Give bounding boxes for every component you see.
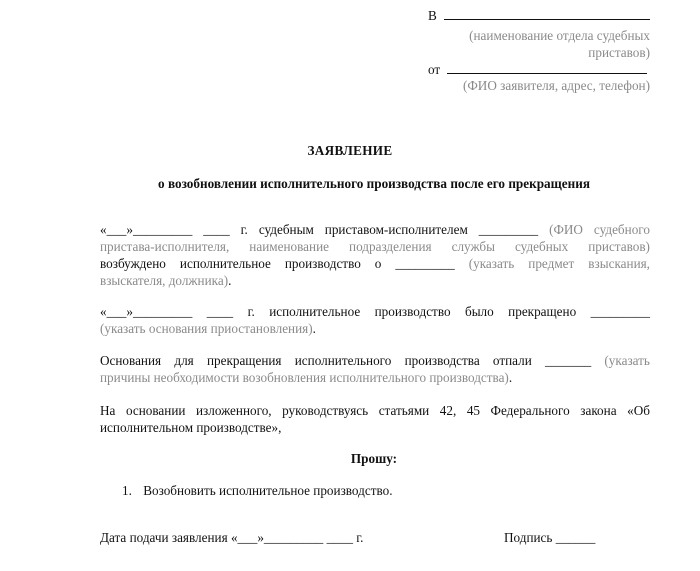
p3-line-2 xyxy=(100,370,650,386)
p2-word: г. xyxy=(247,304,255,319)
p1-date-blank: «___»_________ xyxy=(100,222,193,237)
p3-reason-blank: _______ xyxy=(545,353,592,368)
p1-hint-word: подразделения xyxy=(349,239,432,254)
p1-hint-word: взыскания, xyxy=(588,256,650,271)
p3-word: прекращения xyxy=(206,353,282,368)
p2-word: было xyxy=(464,304,494,319)
request-heading: Прошу: xyxy=(350,451,398,466)
p4-line-2: исполнительном производстве», xyxy=(100,420,282,435)
p3-word: исполнительного xyxy=(294,353,392,368)
p1-word: о xyxy=(374,256,382,271)
p1-word: приставом-исполнителем xyxy=(324,222,468,237)
p4-word: Федерального xyxy=(490,403,570,418)
p3-word: отпали xyxy=(492,353,532,368)
to-hint-2: приставов) xyxy=(588,45,650,60)
p3-tail: . xyxy=(508,370,513,385)
p1-word: судебным xyxy=(258,222,314,237)
p1-hint-word: наименование xyxy=(249,239,329,254)
p3-word: для xyxy=(174,353,194,368)
p2-word: прекращено xyxy=(508,304,577,319)
signature-label: Подпись ______ xyxy=(504,530,596,545)
from-prefix: от xyxy=(428,62,441,77)
to-prefix: В xyxy=(428,8,437,23)
p1-hint-word: судебных xyxy=(515,239,569,254)
from-hint: (ФИО заявителя, адрес, телефон) xyxy=(462,78,650,93)
p1-line-4 xyxy=(100,273,650,289)
p4-word: На xyxy=(100,403,116,418)
p3-line-1 xyxy=(100,353,650,369)
p3-word: Основания xyxy=(100,353,162,368)
p1-hint-word: (указать xyxy=(468,256,515,271)
p2-tail: . xyxy=(312,321,316,336)
p1-hint-word: предмет xyxy=(528,256,575,271)
to-hint-1: (наименование отдела судебных xyxy=(469,28,650,43)
p1-word: г. xyxy=(240,222,248,237)
p1-hint-word: приставов) xyxy=(588,239,650,254)
p2-reason-blank: _________ xyxy=(590,304,650,319)
p1-hint-word: (ФИО xyxy=(549,222,583,237)
p1-line-2 xyxy=(100,239,650,255)
p1-tail: . xyxy=(228,273,232,288)
p1-word: исполнительное xyxy=(179,256,271,271)
p1-hint-word: судебного xyxy=(593,222,650,237)
p1-line-3 xyxy=(100,256,650,272)
p1-hint-word: службы xyxy=(451,239,495,254)
from-blank xyxy=(447,73,647,74)
p4-word: изложенного, xyxy=(196,403,272,418)
document-subtitle: о возобновлении исполнительного производства после его прекращения xyxy=(158,176,590,191)
p1-bailiff-blank: _________ xyxy=(478,222,539,237)
p4-word: основании xyxy=(125,403,186,418)
p2-line-2 xyxy=(100,321,650,337)
p1-hint-word: пристава-исполнителя, xyxy=(100,239,230,254)
p1-hint: взыскателя, должника) xyxy=(100,273,229,288)
p2-word: исполнительное xyxy=(269,304,361,319)
p3-word: производства xyxy=(404,353,480,368)
document-title: ЗАЯВЛЕНИЕ xyxy=(307,143,393,158)
list-item-text: Возобновить исполнительное производство. xyxy=(143,483,393,498)
p4-line-1 xyxy=(100,403,650,419)
p1-subject-blank: _________ xyxy=(395,256,455,271)
p1-line-1 xyxy=(100,222,650,238)
p3-hint: причины необходимости возобновления исполнительного производства) xyxy=(100,370,509,385)
p2-word: производство xyxy=(374,304,451,319)
p1-word: производство xyxy=(284,256,361,271)
p4-word: закона xyxy=(580,403,617,418)
p1-word: возбуждено xyxy=(100,256,166,271)
from-line xyxy=(428,62,647,78)
p2-date-blank: «___»_________ xyxy=(100,304,193,319)
p4-word: статьями xyxy=(378,403,430,418)
p1-year-blank: ____ xyxy=(203,222,230,237)
p2-line-1 xyxy=(100,304,650,320)
p4-word: руководствуясь xyxy=(282,403,369,418)
p4-word: 45 xyxy=(466,403,480,418)
date-field-label: Дата подачи заявления «___»_________ ____ г. xyxy=(100,530,364,545)
p4-word: «Об xyxy=(627,403,650,418)
to-line xyxy=(428,8,650,24)
p2-hint: (указать основания приостановления) xyxy=(100,321,313,336)
p2-year-blank: ____ xyxy=(206,304,234,319)
list-item-number: 1. xyxy=(122,483,132,498)
to-blank xyxy=(444,19,650,20)
p4-word: 42, xyxy=(439,403,457,418)
p3-hint-word: (указать xyxy=(604,353,650,368)
list-item xyxy=(122,483,393,499)
